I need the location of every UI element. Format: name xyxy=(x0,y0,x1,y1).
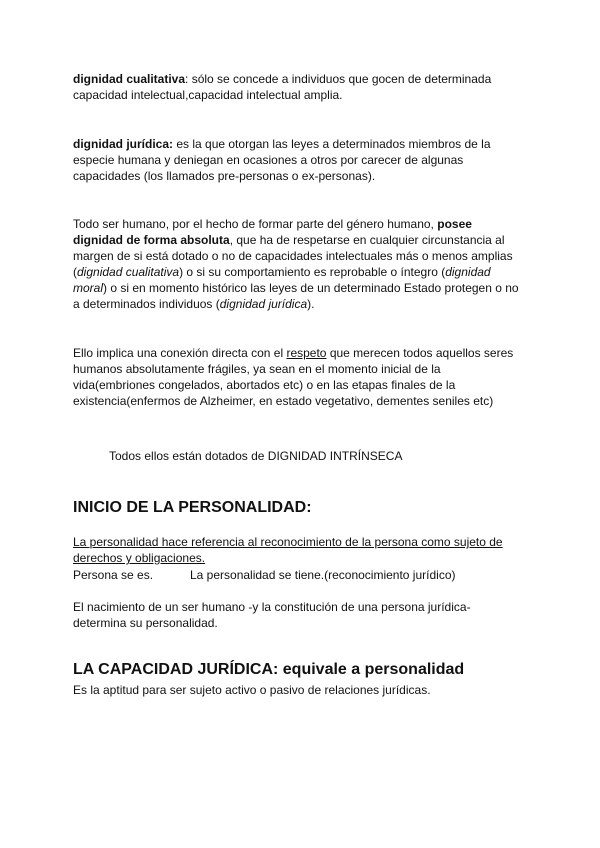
text-run: , que ha de respetarse en cualquier circunstancia al margen de si está dotado o no de capacidades intelectuales más o menos amplias ( xyxy=(73,233,513,279)
heading-legal-capacity: LA CAPACIDAD JURÍDICA: equivale a personalidad xyxy=(73,661,465,678)
text-run: Todo ser humano, por el hecho de formar parte del género humano, xyxy=(73,217,438,231)
person-statement: Persona se es. xyxy=(73,568,154,582)
legal-capacity-definition: Es la aptitud para ser sujeto activo o pasivo de relaciones jurídicas. xyxy=(73,683,431,697)
paragraph-respect xyxy=(73,345,521,409)
text-run: ). xyxy=(307,297,315,311)
definition-text: : sólo se concede a individuos que gocen de determinada capacidad intelectual,capacidad intelectual amplia. xyxy=(73,72,492,102)
paragraph-absolute-dignity xyxy=(73,216,525,312)
term-qualitative: dignidad cualitativa xyxy=(73,72,186,86)
paragraph-birth: El nacimiento de un ser humano -y la constitución de una persona jurídica- determina su personalidad. xyxy=(73,600,471,630)
italic-run: dignidad cualitativa xyxy=(77,265,180,279)
personality-statement: La personalidad se tiene.(reconocimiento jurídico) xyxy=(190,568,456,582)
text-run: que merecen todos aquellos seres humanos absolutamente frágiles, ya sean en el momento inicial de la vida(embriones congelados, abortados etc) o en las etapas finales de la existencia(enfermos de Alzheimer, en estado vegetativo, dementes seniles etc) xyxy=(73,346,514,408)
term-legal: dignidad jurídica: xyxy=(73,137,174,151)
personality-definition: La personalidad hace referencia al reconocimiento de la persona como sujeto de derechos y obligaciones. xyxy=(73,535,503,565)
definition-text: es la que otorgan las leyes a determinados miembros de la especie humana y deniegan en ocasiones a otros por carecer de algunas capacidades (los llamados pre-personas o ex-personas). xyxy=(73,137,491,183)
underlined-respect: respeto xyxy=(286,346,327,360)
italic-run: dignidad moral xyxy=(73,265,491,295)
text-run: ) o si su comportamiento es reprobable o íntegro ( xyxy=(179,265,446,279)
bold-run: posee dignidad de forma absoluta xyxy=(73,217,472,247)
text-run: Ello implica una conexión directa con el xyxy=(73,346,287,360)
heading-personality-start: INICIO DE LA PERSONALIDAD: xyxy=(73,499,312,516)
intrinsic-dignity-line: Todos ellos están dotados de DIGNIDAD INTRÍNSECA xyxy=(109,449,403,463)
text-run: ) o si en momento histórico las leyes de un determinado Estado protegen o no a determinados individuos ( xyxy=(73,281,519,311)
definition-qualitative-dignity xyxy=(73,71,513,103)
italic-run: dignidad jurídica xyxy=(219,297,308,311)
definition-legal-dignity xyxy=(73,136,513,184)
